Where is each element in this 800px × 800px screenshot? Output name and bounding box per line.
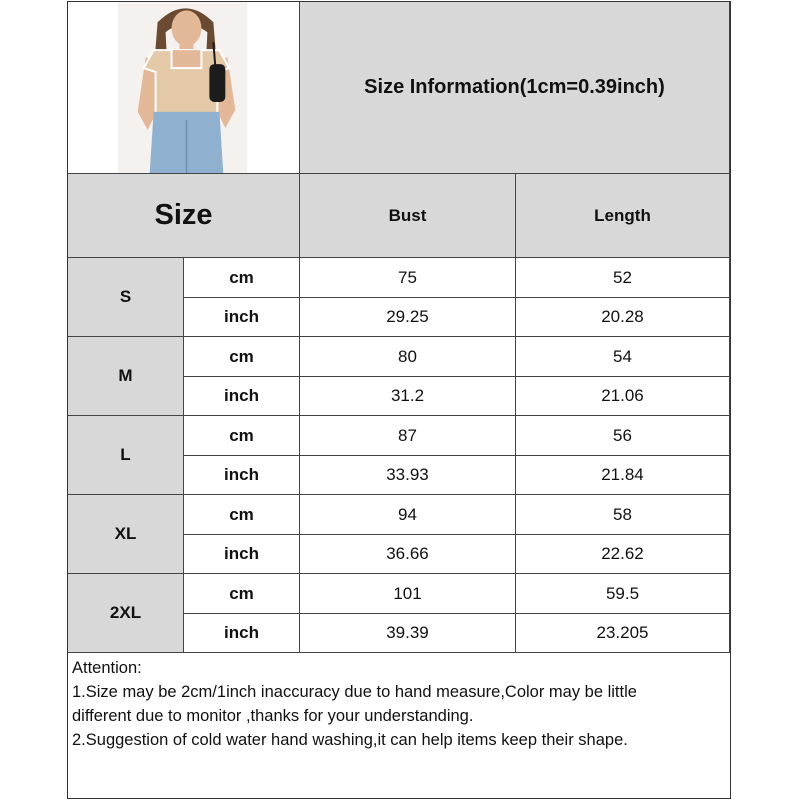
bust-header: Bust: [388, 205, 427, 225]
attention-heading: Attention:: [72, 659, 142, 677]
size-info-title-cell: [300, 2, 730, 174]
table-cell: [300, 456, 516, 495]
length-value: 56: [613, 425, 632, 445]
size-s-cell: [68, 258, 184, 337]
table-cell: [516, 298, 730, 337]
table-cell: [300, 574, 516, 614]
length-value: 52: [613, 267, 632, 287]
table-cell: [300, 298, 516, 337]
table-row: [184, 298, 300, 337]
table-row: [184, 614, 300, 653]
length-value: 22.62: [601, 544, 644, 563]
length-value: 23.205: [596, 623, 649, 642]
table-cell: [300, 377, 516, 416]
bust-value: 94: [398, 504, 417, 524]
unit-cm-label: cm: [229, 267, 254, 287]
size-xl-label: XL: [114, 524, 137, 543]
table-row: [184, 456, 300, 495]
bust-value: 33.93: [386, 465, 429, 484]
attention-line-3: 2.Suggestion of cold water hand washing,it can help items keep their shape.: [72, 731, 628, 749]
bust-header-cell: [300, 174, 516, 258]
size-heading-cell: [68, 174, 300, 258]
bust-value: 39.39: [386, 623, 429, 642]
table-cell: [516, 416, 730, 456]
table-cell: [516, 535, 730, 574]
table-cell: [300, 614, 516, 653]
table-cell: [516, 495, 730, 535]
size-2xl-cell: [68, 574, 184, 653]
table-cell: [516, 456, 730, 495]
table-cell: [300, 258, 516, 298]
length-value: 21.84: [601, 465, 644, 484]
table-row: [184, 416, 300, 456]
attention-line-1: 1.Size may be 2cm/1inch inaccuracy due to hand measure,Color may be little: [72, 683, 637, 701]
bust-value: 29.25: [386, 307, 429, 326]
unit-inch-label: inch: [224, 386, 259, 405]
length-value: 20.28: [601, 307, 644, 326]
table-cell: [516, 614, 730, 653]
table-cell: [516, 377, 730, 416]
length-header-cell: [516, 174, 730, 258]
size-xl-cell: [68, 495, 184, 574]
table-row: [184, 535, 300, 574]
unit-inch-label: inch: [224, 544, 259, 563]
size-s-label: S: [119, 287, 132, 306]
size-info-title: Size Information(1cm=0.39inch): [364, 76, 665, 98]
length-value: 59.5: [605, 583, 640, 603]
table-cell: [516, 337, 730, 377]
table-cell: [516, 574, 730, 614]
attention-line-2: different due to monitor ,thanks for your understanding.: [72, 707, 474, 725]
table-row: [184, 377, 300, 416]
size-m-label: M: [118, 366, 133, 385]
table-row: [184, 337, 300, 377]
bust-value: 75: [398, 267, 417, 287]
table-cell: [300, 495, 516, 535]
table-cell: [300, 535, 516, 574]
table-row: [184, 258, 300, 298]
bust-value: 80: [398, 346, 417, 366]
size-m-cell: [68, 337, 184, 416]
length-value: 21.06: [601, 386, 644, 405]
table-row: [184, 495, 300, 535]
bust-value: 36.66: [386, 544, 429, 563]
bust-value: 101: [393, 583, 422, 603]
unit-cm-label: cm: [229, 504, 254, 524]
table-row: [184, 574, 300, 614]
length-header: Length: [594, 205, 651, 225]
table-cell: [300, 416, 516, 456]
unit-cm-label: cm: [229, 346, 254, 366]
bust-value: 31.2: [390, 386, 425, 405]
unit-inch-label: inch: [224, 623, 259, 642]
product-photo-cell: [68, 2, 300, 174]
length-value: 58: [613, 504, 632, 524]
size-l-label: L: [120, 445, 131, 464]
table-cell: [300, 337, 516, 377]
size-heading: Size: [154, 199, 213, 231]
unit-inch-label: inch: [224, 465, 259, 484]
unit-cm-label: cm: [229, 583, 254, 603]
size-l-cell: [68, 416, 184, 495]
size-2xl-label: 2XL: [109, 603, 142, 622]
attention-notes: [68, 653, 730, 798]
bust-value: 87: [398, 425, 417, 445]
unit-cm-label: cm: [229, 425, 254, 445]
size-chart: [67, 1, 731, 799]
product-photo: [68, 2, 299, 174]
table-cell: [516, 258, 730, 298]
length-value: 54: [613, 346, 632, 366]
unit-inch-label: inch: [224, 307, 259, 326]
